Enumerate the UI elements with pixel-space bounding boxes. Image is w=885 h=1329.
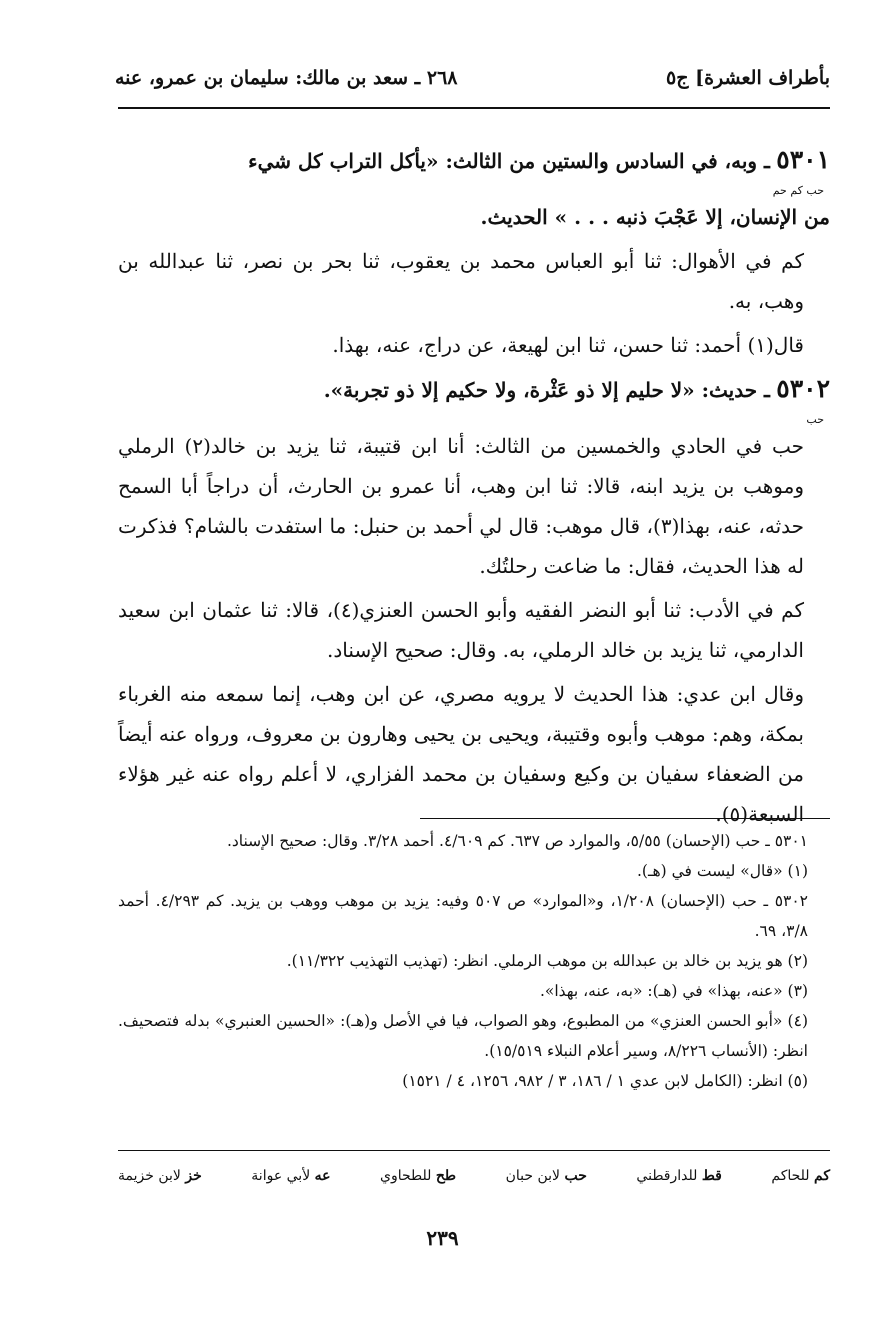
legend-item: حب لابن حبان — [505, 1168, 587, 1184]
page-number: ٢٣٩ — [426, 1226, 459, 1250]
footnote: (٣) «عنه، بهذا» في (هـ): «به، عنه، بهذا». — [539, 982, 808, 1000]
entry-number: ٥٣٠٢ — [776, 374, 830, 403]
entry-heading — [118, 369, 830, 410]
footnote: ٥٣٠٢ ـ حب (الإحسان) ١/٢٠٨، و«الموارد» ص ٥٠٧ وفيه: يزيد بن موهب ووهب بن يزيد. كم ٤/٢٩٣. أحمد ٣/٨، ٦٩. — [118, 892, 808, 940]
running-header — [115, 58, 830, 98]
legend-rule — [118, 1150, 830, 1151]
abbreviation-legend — [118, 1168, 830, 1184]
header-volume: بأطراف العشرة] ج٥ — [666, 67, 830, 89]
footnotes — [118, 826, 830, 1096]
entry-paragraph: كم في الأدب: ثنا أبو النضر الفقيه وأبو الحسن العنزي(٤)، قالا: ثنا عثمان ابن سعيد الدارمي، ثنا يزيد بن خالد الرملي، به. وقال: صحيح الإسناد. — [118, 598, 804, 662]
entry-paragraph: وقال ابن عدي: هذا الحديث لا يرويه مصري، عن ابن وهب، إنما سمعه منه الغرباء بمكة، وهم: موهب وأبوه وقتيبة، ويحيى بن يحيى وهارون بن معروف، ورواه عنه أيضاً من الضعفاء سفيان بن وكيع وسفيان بن محمد الفزاري، لا أعلم رواه عنه غير هؤلاء السبعة(٥). — [118, 682, 804, 826]
entry-text-line: من الإنسان، إلا عَجْبَ ذنبه . . . » الحديث. — [480, 205, 830, 229]
entry-text-line: ـ حديث: «لا حليم إلا ذو عَثْرة، ولا حكيم إلا ذو تجربة». — [323, 378, 770, 402]
legend-item: طح للطحاوي — [380, 1168, 457, 1184]
entry-number: ٥٣٠١ — [776, 145, 830, 174]
footnote: ٥٣٠١ ـ حب (الإحسان) ٥/٥٥، والموارد ص ٦٣٧. كم ٤/٦٠٩. أحمد ٣/٢٨. وقال: صحيح الإسناد. — [226, 832, 808, 850]
legend-item: كم للحاكم — [771, 1168, 830, 1184]
footnote-rule — [420, 818, 830, 819]
legend-item: قط للدارقطني — [636, 1168, 722, 1184]
entry-paragraph: قال(١) أحمد: ثنا حسن، ثنا ابن لهيعة، عن دراج، عنه، بهذا. — [332, 333, 804, 357]
source-symbol: حب — [806, 413, 824, 426]
footnote: (١) «قال» ليست في (هـ). — [636, 862, 808, 880]
footnote: (٢) هو يزيد بن خالد بن عبدالله بن موهب الرملي. انظر: (تهذيب التهذيب ١١/٣٢٢). — [286, 952, 808, 970]
entry-heading — [118, 140, 830, 181]
entry-paragraph: حب في الحادي والخمسين من الثالث: أنا ابن قتيبة، ثنا يزيد بن خالد(٢) الرملي وموهب بن يزيد ابنه، قالا: ثنا ابن وهب، أنا عمرو بن الحارث، أن دراجاً أبا السمح حدثه، عنه، بهذا(٣)، قال موهب: قال لي أحمد بن حنبل: ما استفدت بالشام؟ فذكرت له هذا الحديث، فقال: ما ضاعت رحلتُك. — [118, 434, 804, 578]
legend-item: خز لابن خزيمة — [118, 1168, 202, 1184]
main-text — [118, 140, 830, 838]
legend-item: عه لأبي عوانة — [251, 1168, 331, 1184]
entry-paragraph: كم في الأهوال: ثنا أبو العباس محمد بن يعقوب، ثنا بحر بن نصر، ثنا عبدالله بن وهب، به. — [118, 249, 804, 313]
source-symbol: حب كم حم — [772, 184, 824, 197]
entry-text-line: ـ وبه، في السادس والستين من الثالث: «يأكل التراب كل شيء — [248, 149, 770, 173]
footnote: (٤) «أبو الحسن العنزي» من المطبوع، وهو الصواب، فيا في الأصل و(هـ): «الحسين العنبري» بدله فتصحيف. انظر: (الأنساب ٨/٢٢٦، وسير أعلام النبلاء ١٥/٥١٩). — [118, 1012, 808, 1060]
header-rule — [118, 107, 830, 109]
header-chapter: ٢٦٨ ـ سعد بن مالك: سليمان بن عمرو، عنه — [115, 67, 458, 89]
footnote: (٥) انظر: (الكامل لابن عدي ١ / ١٨٦، ٣ / ٩٨٢، ١٢٥٦، ٤ / ١٥٢١) — [402, 1072, 808, 1090]
